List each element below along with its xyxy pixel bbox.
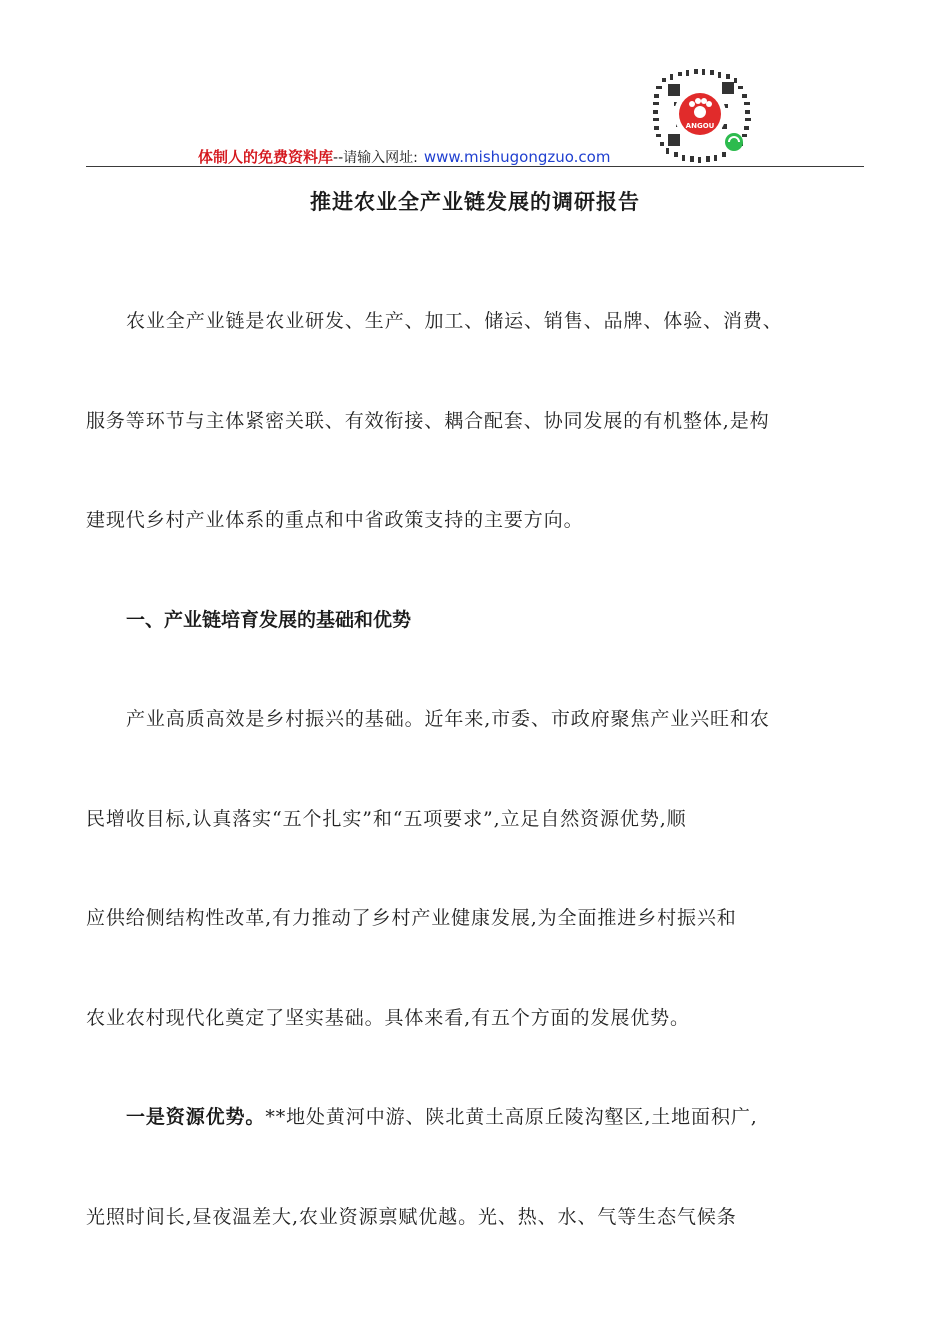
page-header [86, 146, 864, 166]
paragraph-line: 光照时间长,昼夜温差大,农业资源禀赋优越。光、热、水、气等生态气候条 [86, 1205, 737, 1228]
point-lead: 一是资源优势。 [126, 1106, 266, 1128]
header-divider [86, 166, 864, 167]
document-title: 推进农业全产业链发展的调研报告 [310, 189, 640, 214]
brand-name: 体制人的免费资料库 [198, 148, 334, 166]
qr-logo-text: ANGOU [685, 122, 715, 130]
paragraph-line: 服务等环节与主体紧密关联、有效衔接、耦合配套、协同发展的有机整体,是构 [86, 409, 770, 432]
paragraph-line: 产业高质高效是乡村振兴的基础。近年来,市委、市政府聚焦产业兴旺和农 [126, 708, 770, 730]
document-body [86, 272, 866, 1267]
paragraph-line: 农业农村现代化奠定了坚实基础。具体来看,有五个方面的发展优势。 [86, 1006, 690, 1029]
paragraph-line: 建现代乡村产业体系的重点和中省政策支持的主要方向。 [86, 509, 584, 531]
site-url-link[interactable]: www.mishugongzuo.com [423, 148, 611, 166]
paragraph-line: 应供给侧结构性改革,有力推动了乡村产业健康发展,为全面推进乡村振兴和 [86, 907, 737, 929]
paragraph-line: 民增收目标,认真落实“五个扎实”和“五项要求”,立足自然资源优势,顺 [86, 807, 687, 830]
paragraph-line: 农业全产业链是农业研发、生产、加工、储运、销售、品牌、体验、消费、 [126, 310, 783, 332]
header-banner [198, 146, 610, 167]
section-heading: 一、产业链培育发展的基础和优势 [126, 608, 412, 631]
url-hint: --请输入网址: [333, 150, 418, 166]
paragraph-line [86, 1068, 866, 1168]
point-text: **地处黄河中游、陕北黄土高原丘陵沟壑区,土地面积广, [265, 1106, 758, 1128]
